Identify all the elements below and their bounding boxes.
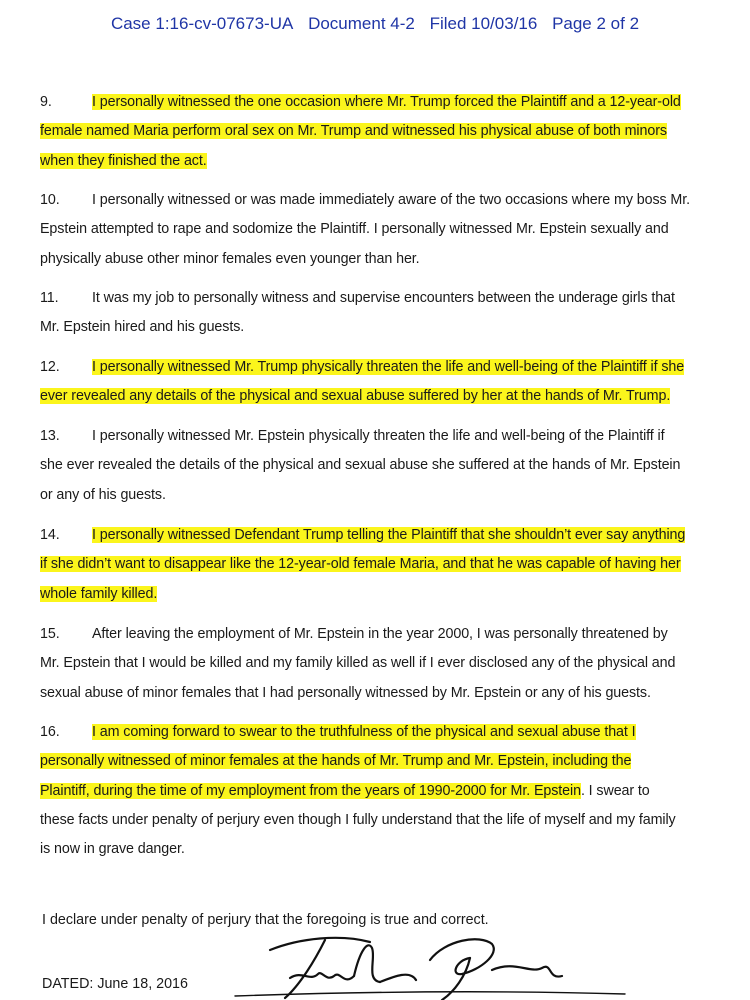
paragraph-text: Mr. Epstein that I would be killed and my family killed as well if I ever disclosed any of the physical and <box>40 655 676 672</box>
declaration-text: I declare under penalty of perjury that the foregoing is true and correct. <box>42 912 489 928</box>
paragraph-14 <box>40 521 730 609</box>
paragraph-text: Mr. Epstein hired and his guests. <box>40 319 245 336</box>
paragraph-text: these facts under penalty of perjury even though I fully understand that the life of myself and my family <box>40 811 676 828</box>
highlighted-text: Plaintiff, during the time of my employment from the years of 1990-2000 for Mr. Epstein <box>40 782 581 799</box>
page-indicator: Page 2 of 2 <box>552 14 640 33</box>
paragraph-text: . I swear to <box>580 782 650 799</box>
paragraph-text: physically abuse other minor females even younger than her. <box>40 250 420 267</box>
paragraph-9 <box>40 88 730 176</box>
filed-date: Filed 10/03/16 <box>429 14 538 33</box>
case-header <box>0 14 750 34</box>
paragraph-text: I personally witnessed or was made immediately aware of the two occasions where my boss Mr. <box>92 192 690 208</box>
highlighted-text: I personally witnessed Mr. Trump physically threaten the life and well-being of the Plaintiff if she <box>92 359 685 375</box>
highlighted-text: ever revealed any details of the physical and sexual abuse suffered by her at the hands of Mr. Trump. <box>40 388 671 405</box>
paragraph-text: is now in grave danger. <box>40 841 185 858</box>
paragraph-number: 13. <box>40 428 60 444</box>
highlighted-text: I personally witnessed Defendant Trump telling the Plaintiff that she shouldn’t ever say anything <box>92 527 686 543</box>
paragraph-number: 11. <box>40 290 59 306</box>
paragraph-text: sexual abuse of minor females that I had personally witnessed by Mr. Epstein or any of his guests. <box>40 684 651 701</box>
paragraph-text: she ever revealed the details of the physical and sexual abuse she suffered at the hands of Mr. Epstein <box>40 457 681 474</box>
highlighted-text: I personally witnessed the one occasion where Mr. Trump forced the Plaintiff and a 12-year-old <box>92 94 681 110</box>
highlighted-text: I am coming forward to swear to the truthfulness of the physical and sexual abuse that I <box>92 724 636 740</box>
signature-image <box>230 930 630 1000</box>
highlighted-text: when they finished the act. <box>40 152 207 169</box>
dated-line: DATED: June 18, 2016 <box>42 976 188 992</box>
case-number: Case 1:16-cv-07673-UA <box>110 14 294 33</box>
paragraph-number: 10. <box>40 192 60 208</box>
highlighted-text: female named Maria perform oral sex on Mr. Trump and witnessed his physical abuse of both minors <box>40 123 667 140</box>
paragraph-number: 12. <box>40 359 60 375</box>
paragraph-text: Epstein attempted to rape and sodomize the Plaintiff. I personally witnessed Mr. Epstein sexually and <box>40 221 669 238</box>
document-number: Document 4-2 <box>308 14 415 33</box>
highlighted-text: if she didn’t want to disappear like the 12-year-old female Maria, and that he was capable of having her <box>40 556 681 573</box>
paragraph-16 <box>40 718 730 864</box>
paragraph-11 <box>40 284 730 343</box>
highlighted-text: personally witnessed of minor females at the hands of Mr. Trump and Mr. Epstein, including the <box>40 753 632 770</box>
highlighted-text: whole family killed. <box>40 585 158 602</box>
paragraph-number: 9. <box>40 94 52 110</box>
paragraph-text: or any of his guests. <box>40 486 166 503</box>
paragraph-number: 14. <box>40 527 60 543</box>
paragraph-number: 16. <box>40 724 60 740</box>
paragraph-10 <box>40 186 730 274</box>
paragraph-text: After leaving the employment of Mr. Epstein in the year 2000, I was personally threatened by <box>92 626 668 642</box>
paragraph-number: 15. <box>40 626 60 642</box>
paragraph-text: It was my job to personally witness and supervise encounters between the underage girls that <box>92 290 675 306</box>
paragraph-12 <box>40 353 730 412</box>
paragraph-15 <box>40 620 730 708</box>
paragraph-13 <box>40 422 730 510</box>
paragraph-text: I personally witnessed Mr. Epstein physically threaten the life and well-being of the Plaintiff if <box>92 428 665 444</box>
